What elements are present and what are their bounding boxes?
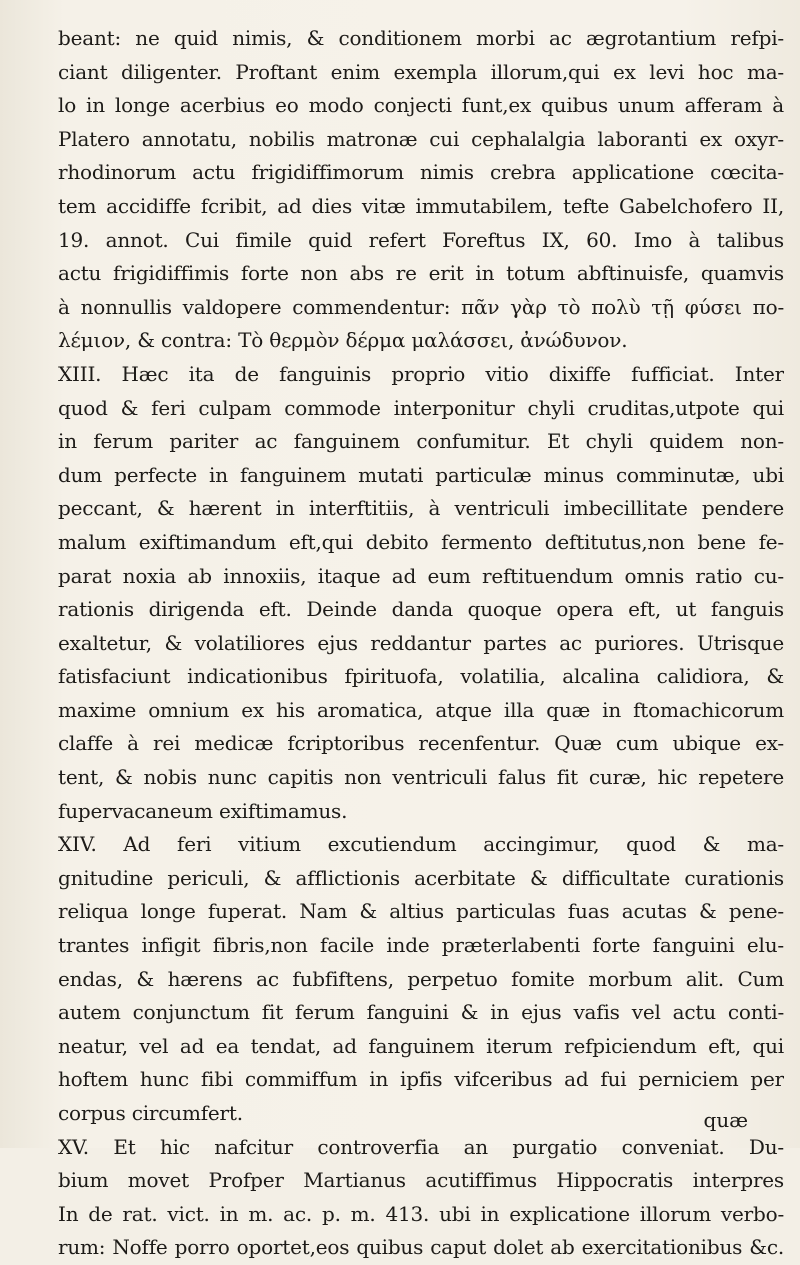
text-line: XV. Et hic nafcitur controverfia an purgatio conveniat. Du-: [58, 1134, 784, 1159]
text-line: rhodinorum actu frigidiffimorum nimis crebra applicatione cœcita-: [58, 160, 784, 185]
text-line: malum exiftimandum eft,qui debito fermento deftitutus,non bene fe-: [58, 529, 784, 554]
text-line: ciant diligenter. Proftant enim exempla illorum,qui ex levi hoc ma-: [58, 59, 784, 84]
text-line: à nonnullis valdopere commendentur: πᾶν γὰρ τὸ πολὺ τῇ φύσει πο-: [58, 294, 784, 319]
text-line: In de rat. vict. in m. ac. p. m. 413. ubi in explicatione illorum verbo-: [58, 1201, 784, 1226]
catchword: quæ: [703, 1108, 748, 1132]
text-line: 19. annot. Cui fimile quid refert Foreftus IX, 60. Imo à talibus: [58, 227, 784, 252]
text-line: corpus circumfert.: [58, 1101, 243, 1125]
text-line: beant: ne quid nimis, & conditionem morbi ac ægrotantium refpi-: [58, 26, 784, 50]
text-line: parat noxia ab innoxiis, itaque ad eum reftituendum omnis ratio cu-: [58, 563, 784, 588]
text-line: bium movet Profper Martianus acutiffimus Hippocratis interpres: [58, 1168, 784, 1193]
text-line: lo in longe acerbius eo modo conjecti funt,ex quibus unum afferam à: [58, 93, 784, 118]
text-line: quod & feri culpam commode interponitur chyli cruditas,utpote qui: [58, 395, 784, 420]
text-line: tem accidiffe fcribit, ad dies vitæ immutabilem, tefte Gabelchofero II,: [58, 193, 784, 218]
text-line: autem conjunctum fit ferum fanguini & in ejus vafis vel actu conti-: [58, 1000, 784, 1025]
text-line: fupervacaneum exiftimamus.: [58, 798, 348, 823]
text-line: neatur, vel ad ea tendat, ad fanguinem iterum refpiciendum eft, qui: [58, 1033, 784, 1058]
text-line: dum perfecte in fanguinem mutati particulæ minus comminutæ, ubi: [58, 462, 784, 487]
text-line: XIII. Hæc ita de fanguinis proprio vitio dixiffe fufficiat. Inter: [58, 361, 784, 386]
text-line: in ferum pariter ac fanguinem confumitur. Et chyli quidem non-: [58, 429, 784, 454]
text-line: rum: Noffe porro oportet,eos quibus caput dolet ab exercitationibus &c.: [58, 1235, 784, 1260]
text-line: λέμιον, & contra: Τὸ θερμὸν δέρμα μαλάσσει, ἀνώδυνον.: [58, 328, 628, 353]
body-text: [58, 22, 784, 1265]
text-line: maxime omnium ex his aromatica, atque illa quæ in ftomachicorum: [58, 697, 784, 722]
text-line: endas, & hærens ac fubfiftens, perpetuo fomite morbum alit. Cum: [58, 966, 784, 991]
text-line: exaltetur, & volatiliores ejus reddantur partes ac puriores. Utrisque: [58, 630, 784, 655]
text-line: reliqua longe fuperat. Nam & altius particulas fuas acutas & pene-: [58, 899, 784, 924]
text-line: XIV. Ad feri vitium excutiendum accingimur, quod & ma-: [58, 832, 784, 857]
text-line: gnitudine periculi, & afflictionis acerbitate & difficultate curationis: [58, 865, 784, 890]
text-line: fatisfaciunt indicationibus fpirituofa, volatilia, alcalina calidiora, &: [58, 664, 784, 689]
text-line: actu frigidiffimis forte non abs re erit in totum abftinuisfe, quamvis: [58, 261, 784, 286]
text-line: rationis dirigenda eft. Deinde danda quoque opera eft, ut fanguis: [58, 597, 784, 622]
text-line: peccant, & hærent in interftitiis, à ventriculi imbecillitate pendere: [58, 496, 784, 521]
text-line: hoftem hunc fibi commiffum in ipfis vifceribus ad fui perniciem per: [58, 1067, 784, 1092]
text-line: Platero annotatu, nobilis matronæ cui cephalalgia laboranti ex oxyr-: [58, 126, 784, 151]
text-line: trantes infigit fibris,non facile inde præterlabenti forte fanguini elu-: [58, 933, 784, 958]
text-line: tent, & nobis nunc capitis non ventriculi falus fit curæ, hic repetere: [58, 765, 784, 790]
text-line: claffe à rei medicæ fcriptoribus recenfentur. Quæ cum ubique ex-: [58, 731, 784, 756]
